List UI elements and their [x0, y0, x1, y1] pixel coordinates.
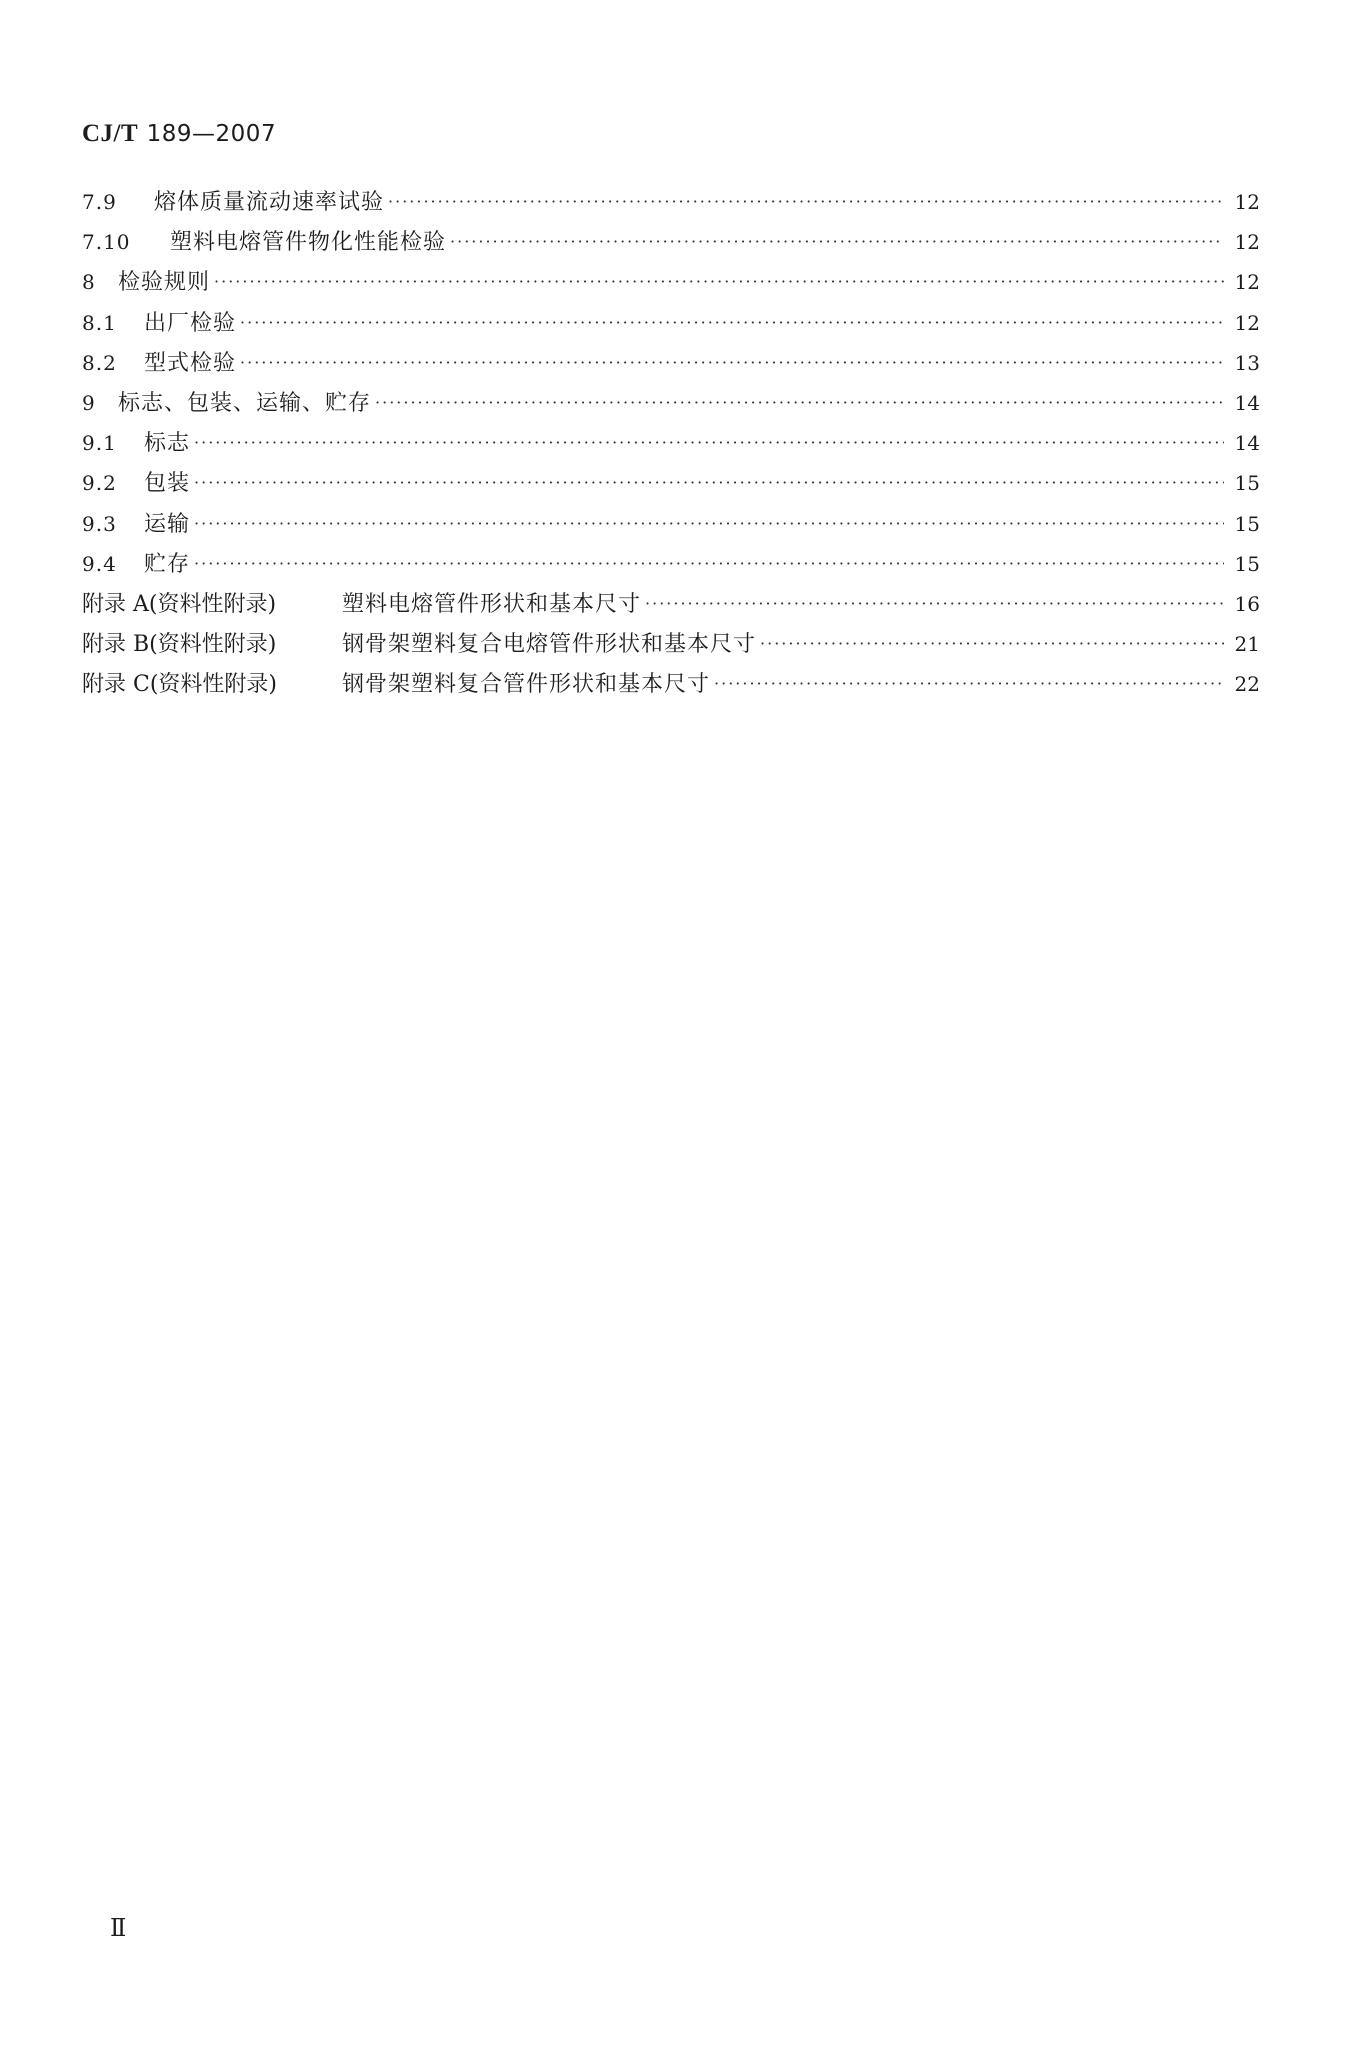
- toc-entry-9-4[interactable]: [82, 547, 1260, 587]
- table-of-contents: [82, 185, 1260, 707]
- leader-dots: [388, 192, 1224, 211]
- toc-entry-7-9[interactable]: [82, 185, 1260, 225]
- toc-entry-number: 8.2: [82, 350, 117, 375]
- toc-entry-title: 型式检验: [144, 350, 237, 376]
- leader-dots: [194, 433, 1224, 452]
- standard-number: 189—2007: [146, 121, 277, 147]
- toc-entry-title: 标志、包装、运输、贮存: [118, 390, 372, 416]
- toc-entry-page: 15: [1234, 511, 1260, 536]
- toc-entry-title: 塑料电熔管件物化性能检验: [170, 230, 447, 256]
- toc-appendix-label: 附录 A(资料性附录): [82, 591, 277, 617]
- standard-prefix: CJ/T: [82, 120, 139, 147]
- toc-entry-number: 9.3: [82, 511, 117, 536]
- toc-appendix-label: 附录 C(资料性附录): [82, 672, 277, 698]
- toc-entry-page: 12: [1234, 190, 1260, 214]
- leader-dots: [240, 353, 1224, 372]
- toc-entry-number: 7.10: [82, 230, 131, 255]
- toc-entry-title: 钢骨架塑料复合电熔管件形状和基本尺寸: [342, 632, 757, 658]
- leader-dots: [375, 393, 1224, 412]
- leader-dots: [645, 594, 1224, 613]
- toc-entry-number: 7.9: [82, 190, 117, 214]
- toc-entry-page: 15: [1234, 471, 1260, 496]
- leader-dots: [240, 313, 1224, 332]
- toc-entry-title: 塑料电熔管件形状和基本尺寸: [342, 591, 642, 617]
- toc-entry-8-2[interactable]: [82, 346, 1260, 386]
- page-number-footer: Ⅱ: [110, 1914, 127, 1942]
- toc-entry-page: 15: [1234, 551, 1260, 576]
- toc-entry-title: 贮存: [144, 551, 191, 577]
- toc-entry-page: 16: [1234, 591, 1260, 616]
- toc-entry-9-1[interactable]: [82, 426, 1260, 466]
- toc-entry-page: 12: [1234, 270, 1260, 295]
- leader-dots: [194, 554, 1224, 573]
- toc-entry-number: 8.1: [82, 310, 117, 335]
- leader-dots: [450, 232, 1224, 251]
- leader-dots: [194, 514, 1224, 533]
- toc-entry-page: 12: [1234, 310, 1260, 335]
- toc-entry-number: 9.1: [82, 431, 117, 456]
- toc-entry-title: 标志: [144, 431, 191, 457]
- toc-entry-9-2[interactable]: [82, 466, 1260, 506]
- toc-entry-number: 8: [82, 270, 96, 295]
- leader-dots: [760, 634, 1224, 653]
- toc-entry-page: 12: [1234, 230, 1260, 255]
- toc-entry-page: 14: [1234, 390, 1260, 415]
- toc-entry-page: 14: [1234, 431, 1260, 456]
- toc-entry-title: 包装: [144, 471, 191, 497]
- toc-entry-number: 9.2: [82, 471, 117, 496]
- toc-entry-8-1[interactable]: [82, 306, 1260, 346]
- toc-entry-appendix-a[interactable]: [82, 587, 1260, 627]
- toc-entry-8[interactable]: [82, 265, 1260, 305]
- toc-entry-title: 钢骨架塑料复合管件形状和基本尺寸: [342, 672, 711, 698]
- toc-entry-title: 检验规则: [118, 270, 211, 296]
- toc-entry-number: 9: [82, 390, 96, 415]
- toc-entry-appendix-c[interactable]: [82, 667, 1260, 707]
- toc-appendix-label: 附录 B(资料性附录): [82, 632, 277, 658]
- toc-entry-appendix-b[interactable]: [82, 627, 1260, 667]
- toc-entry-title: 出厂检验: [144, 310, 237, 336]
- toc-entry-title: 运输: [144, 511, 191, 537]
- leader-dots: [194, 473, 1224, 492]
- toc-entry-9-3[interactable]: [82, 507, 1260, 547]
- toc-entry-9[interactable]: [82, 386, 1260, 426]
- leader-dots: [714, 674, 1224, 693]
- toc-entry-page: 13: [1234, 350, 1260, 375]
- toc-entry-number: 9.4: [82, 551, 117, 576]
- leader-dots: [214, 272, 1224, 291]
- toc-entry-page: 21: [1234, 632, 1260, 657]
- standard-code-header: [82, 118, 276, 148]
- toc-entry-title: 熔体质量流动速率试验: [154, 190, 385, 215]
- toc-entry-7-10[interactable]: [82, 225, 1260, 265]
- toc-entry-page: 22: [1234, 672, 1260, 697]
